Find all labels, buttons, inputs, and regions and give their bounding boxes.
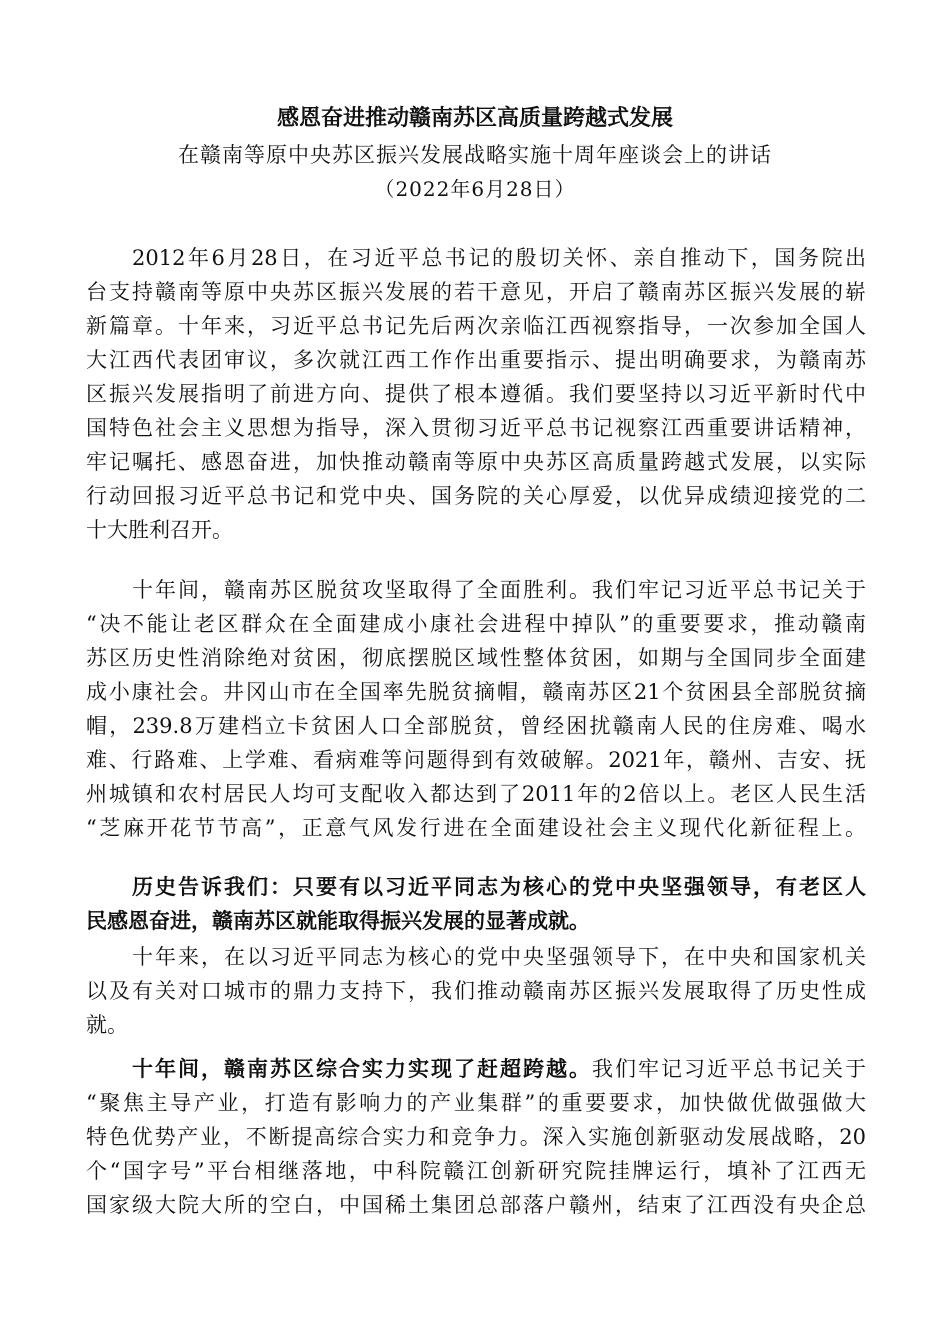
text-line: 台支持赣南等原中央苏区振兴发展的若干意见，开启了赣南苏区振兴发展的崭 xyxy=(86,280,866,304)
text-line: 州城镇和农村居民人均可支配收入都达到了2011年的2倍以上。老区人民生活 xyxy=(86,782,866,806)
text-line: 2012年6月28日，在习近平总书记的殷切关怀、亲自推动下，国务院出 xyxy=(132,246,866,270)
text-line: 苏区历史性消除绝对贫困，彻底摆脱区域性整体贫困，如期与全国同步全面建 xyxy=(86,646,866,670)
text-line: 十年间，赣南苏区脱贫攻坚取得了全面胜利。我们牢记习近平总书记关于 xyxy=(132,578,866,602)
lead-sentence: 十年间，赣南苏区综合实力实现了赶超跨越。 xyxy=(132,1057,592,1081)
text-line: 牢记嘱托、感恩奋进，加快推动赣南等原中央苏区高质量跨越式发展，以实际 xyxy=(86,450,866,474)
text-line: 国特色社会主义思想为指导，深入贯彻习近平总书记视察江西重要讲话精神， xyxy=(86,416,866,440)
text-line: 帽，239.8万建档立卡贫困人口全部脱贫，曾经困扰赣南人民的住房难、喝水 xyxy=(86,714,866,738)
text-line: 十年来，在以习近平同志为核心的党中央坚强领导下，在中央和国家机关 xyxy=(132,945,866,969)
text-line: 民感恩奋进，赣南苏区就能取得振兴发展的显著成就。 xyxy=(86,909,590,933)
text-line: 区振兴发展指明了前进方向、提供了根本遵循。我们要坚持以习近平新时代中 xyxy=(86,382,866,406)
text-line: 难、行路难、上学难、看病难等问题得到有效破解。2021年，赣州、吉安、抚 xyxy=(86,748,866,772)
text-line: 国家级大院大所的空白，中国稀土集团总部落户赣州，结束了江西没有央企总 xyxy=(86,1193,866,1217)
text-line: 以及有关对口城市的鼎力支持下，我们推动赣南苏区振兴发展取得了历史性成 xyxy=(86,979,866,1003)
text-line: 就。 xyxy=(86,1013,128,1037)
text-line: 个“国字号”平台相继落地，中科院赣江创新研究院挂牌运行，填补了江西无 xyxy=(86,1159,866,1183)
text-line: “聚焦主导产业，打造有影响力的产业集群”的重要要求，加快做优做强做大 xyxy=(86,1091,866,1115)
document-subtitle: 在赣南等原中央苏区振兴发展战略实施十周年座谈会上的讲话 xyxy=(178,143,772,167)
text-line: 历史告诉我们：只要有以习近平同志为核心的党中央坚强领导，有老区人 xyxy=(132,875,866,899)
text-line: 新篇章。十年来，习近平总书记先后两次亲临江西视察指导，一次参加全国人 xyxy=(86,314,866,338)
text-line: “芝麻开花节节高”，正意气风发行进在全面建设社会主义现代化新征程上。 xyxy=(86,816,866,840)
text-line: 十大胜利召开。 xyxy=(86,518,233,542)
document-title: 感恩奋进推动赣南苏区高质量跨越式发展 xyxy=(276,106,673,131)
text-line: “决不能让老区群众在全面建成小康社会进程中掉队”的重要要求，推动赣南 xyxy=(86,612,866,636)
text-line: 成小康社会。井冈山市在全国率先脱贫摘帽，赣南苏区21个贫困县全部脱贫摘 xyxy=(86,680,866,704)
text-line: 特色优势产业，不断提高综合实力和竞争力。深入实施创新驱动发展战略，20 xyxy=(86,1125,866,1149)
text-line: 行动回报习近平总书记和党中央、国务院的关心厚爱，以优异成绩迎接党的二 xyxy=(86,484,866,508)
text-line: 大江西代表团审议，多次就江西工作作出重要指示、提出明确要求，为赣南苏 xyxy=(86,348,866,372)
text-line xyxy=(132,1052,866,1086)
document-date: （2022年6月28日） xyxy=(374,177,576,201)
lead-rest: 我们牢记习近平总书记关于 xyxy=(592,1057,866,1081)
